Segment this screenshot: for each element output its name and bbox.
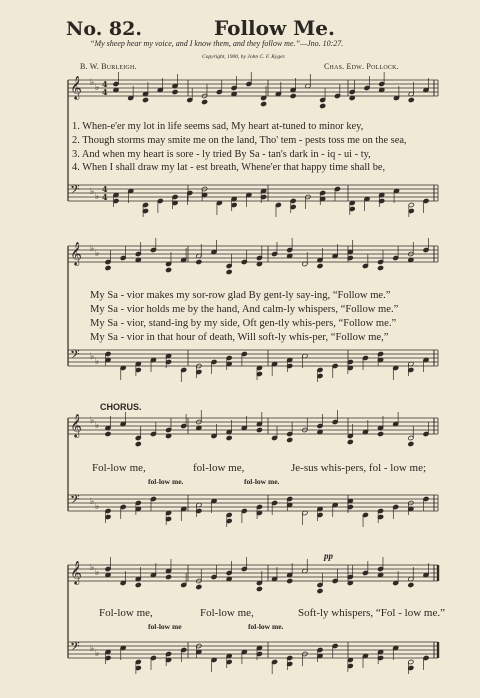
note-head [408,582,414,587]
chorus-line-2c: Soft-ly whispers, “Fol - low me.” [298,607,445,619]
note-head [226,435,232,440]
lyricist-credit: B. W. Burleigh. [80,62,137,71]
verse-2-line-2: My Sa - vior holds me by the hand, And calm-ly whispers, “Follow me.” [90,304,399,315]
verse-4-line-2: My Sa - vior in that hour of death, Will soft-ly whis-per, “Follow me,” [90,332,389,343]
note-head [320,103,326,108]
note-head [165,267,171,272]
note-head [256,586,262,591]
flat-sign: ♭ [95,83,100,93]
chorus-echo-2b: fol-low me. [248,622,284,631]
note-head [142,97,148,102]
bass-clef: 𝄢 [70,347,80,365]
flat-sign: ♭ [90,352,95,362]
note-head [261,101,267,106]
time-signature: 4 [102,192,108,202]
verse-1-line-1: 1. When-e'er my lot in life seems sad, My heart at-tuned to minor key, [72,121,364,132]
note-head [135,441,141,446]
flat-sign: ♭ [95,649,100,659]
note-head [287,578,293,583]
chorus-echo-1a: fol-low me. [148,477,184,486]
flat-sign: ♭ [95,421,100,431]
note-head [135,582,141,587]
chorus-label: CHORUS. [100,402,142,412]
verse-3-line-2: My Sa - vior, stand-ing by my side, Oft gen-tly whis-pers, “Follow me.” [90,318,397,329]
composer-credit: Chas. Edw. Pollock. [324,62,399,71]
bass-clef: 𝄢 [70,182,80,200]
time-signature: 4 [102,79,108,89]
bass-clef: 𝄢 [70,639,80,657]
verse-4-line-1: 4. When I shall draw my lat - est breath, Whene'er that happy time shall be, [72,162,386,173]
chorus-line-1a: Fol-low me, [92,462,146,474]
flat-sign: ♭ [90,644,95,654]
flat-sign: ♭ [90,497,95,507]
chorus-echo-2a: fol-low me [148,622,182,631]
note-head [347,439,353,444]
flat-sign: ♭ [95,568,100,578]
flat-sign: ♭ [95,502,100,512]
verse-3-line-1: 3. And when my heart is sore - ly tried By Sa - tan's dark in - iq - ui - ty, [72,149,371,160]
hymn-number: No. 82. [66,18,142,40]
flat-sign: ♭ [95,192,100,202]
note-head [377,265,383,270]
note-head [377,431,383,436]
flat-sign: ♭ [90,187,95,197]
note-head [196,584,202,589]
treble-clef: 𝄞 [70,560,82,584]
flat-sign: ♭ [90,416,95,426]
treble-clef: 𝄞 [70,75,82,99]
flat-sign: ♭ [95,249,100,259]
note-head [408,97,414,102]
note-head [317,263,323,268]
time-signature: 4 [102,184,108,194]
note-head [105,265,111,270]
chorus-echo-1b: fol-low me. [244,477,280,486]
note-head [172,89,178,94]
note-head [105,431,111,436]
verse-2-line-1: 2. Though storms may smite me on the land, Tho' tem - pests toss me on the sea, [72,135,407,146]
treble-clef: 𝄞 [70,413,82,437]
note-head [201,99,207,104]
note-head [256,427,262,432]
flat-sign: ♭ [90,244,95,254]
flat-sign: ♭ [90,78,95,88]
treble-clef: 𝄞 [70,241,82,265]
chorus-line-1b: fol-low me, [193,462,245,474]
bass-clef: 𝄢 [70,492,80,510]
flat-sign: ♭ [90,563,95,573]
chorus-line-2a: Fol-low me, [99,607,153,619]
note-head [290,93,296,98]
epigraph: “My sheep hear my voice, and I know them, and they follow me.”—Jno. 10:27. [90,39,344,48]
flat-sign: ♭ [95,357,100,367]
note-head [165,574,171,579]
note-head [287,437,293,442]
copyright-notice: Copyright, 1900, by John C. F. Kyger. [202,54,286,60]
note-head [408,441,414,446]
note-head [196,259,202,264]
chorus-line-1c: Je-sus whis-pers, fol - low me; [291,462,427,474]
note-head [226,269,232,274]
verse-1-line-2: My Sa - vior makes my sor-row glad By gent-ly say-ing, “Follow me.” [90,290,391,301]
note-head [317,588,323,593]
chorus-line-2b: Fol-low me, [200,607,254,619]
dynamic-marking: pp [324,551,333,561]
time-signature: 4 [102,87,108,97]
hymn-title: Follow Me. [214,16,335,40]
